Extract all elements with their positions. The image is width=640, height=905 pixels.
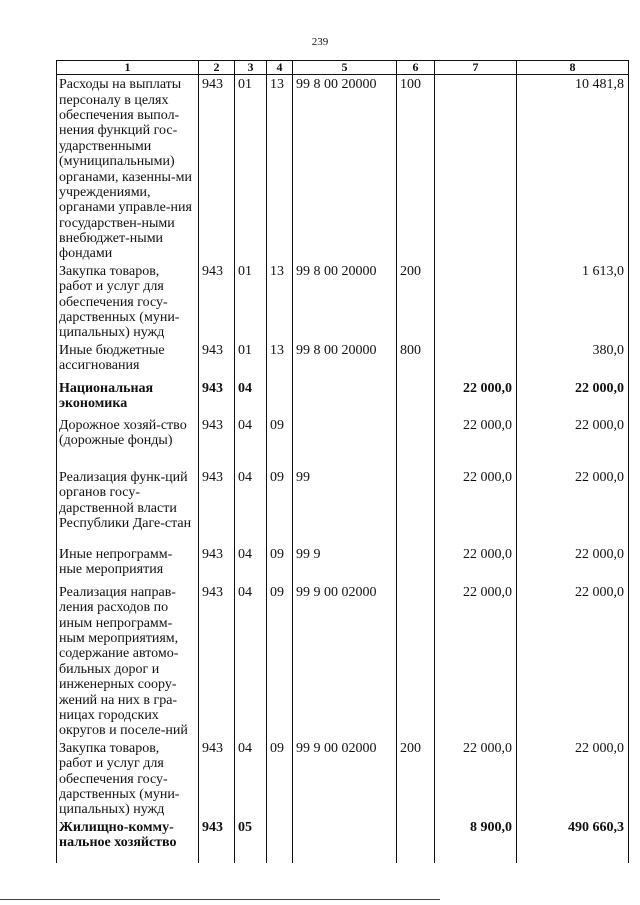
row-col-2: 943 [199,341,235,379]
row-col-4: 09 [267,545,293,583]
row-col-8: 10 481,8 [517,75,629,262]
row-name: Иные непрограмм-ные мероприятия [57,545,199,583]
row-col-7: 22 000,0 [435,739,517,818]
row-col-5 [293,818,397,863]
row-col-6 [397,545,435,583]
row-col-2: 943 [199,818,235,863]
row-col-8: 22 000,0 [517,468,629,545]
table-row [57,379,629,416]
row-col-3: 04 [235,379,267,416]
page-bottom-rule [0,899,440,900]
table-row [57,818,629,863]
row-col-6: 800 [397,341,435,379]
table-row [57,583,629,739]
row-col-3: 04 [235,468,267,545]
row-col-8: 490 660,3 [517,818,629,863]
row-col-4 [267,818,293,863]
row-col-2: 943 [199,545,235,583]
row-col-7: 22 000,0 [435,379,517,416]
row-name: Дорожное хозяй-ство (дорожные фонды) [57,416,199,468]
row-col-7 [435,341,517,379]
row-col-7 [435,75,517,262]
row-name: Реализация функ-ций органов госу-дарственной власти Республики Даге-стан [57,468,199,545]
row-col-4: 13 [267,341,293,379]
table-row [57,262,629,341]
row-col-4 [267,379,293,416]
row-col-3: 04 [235,739,267,818]
row-col-5: 99 8 00 20000 [293,262,397,341]
row-col-4: 09 [267,583,293,739]
row-col-5: 99 8 00 20000 [293,75,397,262]
row-col-6 [397,416,435,468]
row-col-7: 22 000,0 [435,468,517,545]
header-col-3: 3 [235,61,267,75]
row-col-6 [397,468,435,545]
row-col-2: 943 [199,583,235,739]
header-col-8: 8 [517,61,629,75]
row-col-8: 22 000,0 [517,545,629,583]
row-col-5: 99 8 00 20000 [293,341,397,379]
row-col-3: 01 [235,75,267,262]
row-col-8: 1 613,0 [517,262,629,341]
table-row [57,416,629,468]
table-row [57,341,629,379]
row-col-3: 01 [235,262,267,341]
header-row [57,61,629,75]
row-col-8: 22 000,0 [517,583,629,739]
row-col-7: 22 000,0 [435,545,517,583]
row-col-5: 99 9 [293,545,397,583]
row-col-5 [293,416,397,468]
row-name: Реализация направ-ления расходов по иным непрограмм-ным мероприятиям, содержание автомо-бильных дорог и инженерных соору-жений на них в гра-ницах городских округов и поселе-ний [57,583,199,739]
row-col-8: 22 000,0 [517,379,629,416]
row-col-4: 13 [267,262,293,341]
row-col-6 [397,818,435,863]
row-col-4: 09 [267,739,293,818]
row-col-2: 943 [199,416,235,468]
header-col-1: 1 [57,61,199,75]
row-col-2: 943 [199,75,235,262]
row-col-3: 05 [235,818,267,863]
row-col-8: 22 000,0 [517,416,629,468]
row-col-2: 943 [199,468,235,545]
row-col-7: 22 000,0 [435,583,517,739]
row-col-7 [435,262,517,341]
row-name: Иные бюджетные ассигнования [57,341,199,379]
header-col-2: 2 [199,61,235,75]
budget-table [56,60,629,863]
row-name: Жилищно-комму-нальное хозяйство [57,818,199,863]
table-row [57,468,629,545]
row-col-5: 99 9 00 02000 [293,583,397,739]
row-col-8: 22 000,0 [517,739,629,818]
row-col-4: 13 [267,75,293,262]
row-col-5: 99 9 00 02000 [293,739,397,818]
row-col-6 [397,379,435,416]
page-number: 239 [311,36,329,48]
row-name: Закупка товаров, работ и услуг для обеспечения госу-дарственных (муни-ципальных) нужд [57,262,199,341]
table-row [57,545,629,583]
row-col-3: 04 [235,583,267,739]
header-col-5: 5 [293,61,397,75]
row-name: Национальная экономика [57,379,199,416]
row-col-4: 09 [267,416,293,468]
row-name: Расходы на выплаты персоналу в целях обеспечения выпол-нения функций гос-ударственными (муниципальными) органами, казенны-ми учреждениями, органами управле-ния государствен-ными внебюджет-ными фондами [57,75,199,262]
row-col-8: 380,0 [517,341,629,379]
row-col-3: 04 [235,416,267,468]
row-col-2: 943 [199,739,235,818]
table-row [57,739,629,818]
row-col-7: 8 900,0 [435,818,517,863]
header-col-6: 6 [397,61,435,75]
row-col-5: 99 [293,468,397,545]
row-name: Закупка товаров, работ и услуг для обеспечения госу-дарственных (муни-ципальных) нужд [57,739,199,818]
row-col-2: 943 [199,379,235,416]
row-col-6: 200 [397,739,435,818]
row-col-4: 09 [267,468,293,545]
table-row [57,75,629,262]
row-col-3: 04 [235,545,267,583]
row-col-6: 200 [397,262,435,341]
header-col-4: 4 [267,61,293,75]
header-col-7: 7 [435,61,517,75]
row-col-6 [397,583,435,739]
row-col-3: 01 [235,341,267,379]
row-col-5 [293,379,397,416]
row-col-2: 943 [199,262,235,341]
row-col-6: 100 [397,75,435,262]
row-col-7: 22 000,0 [435,416,517,468]
